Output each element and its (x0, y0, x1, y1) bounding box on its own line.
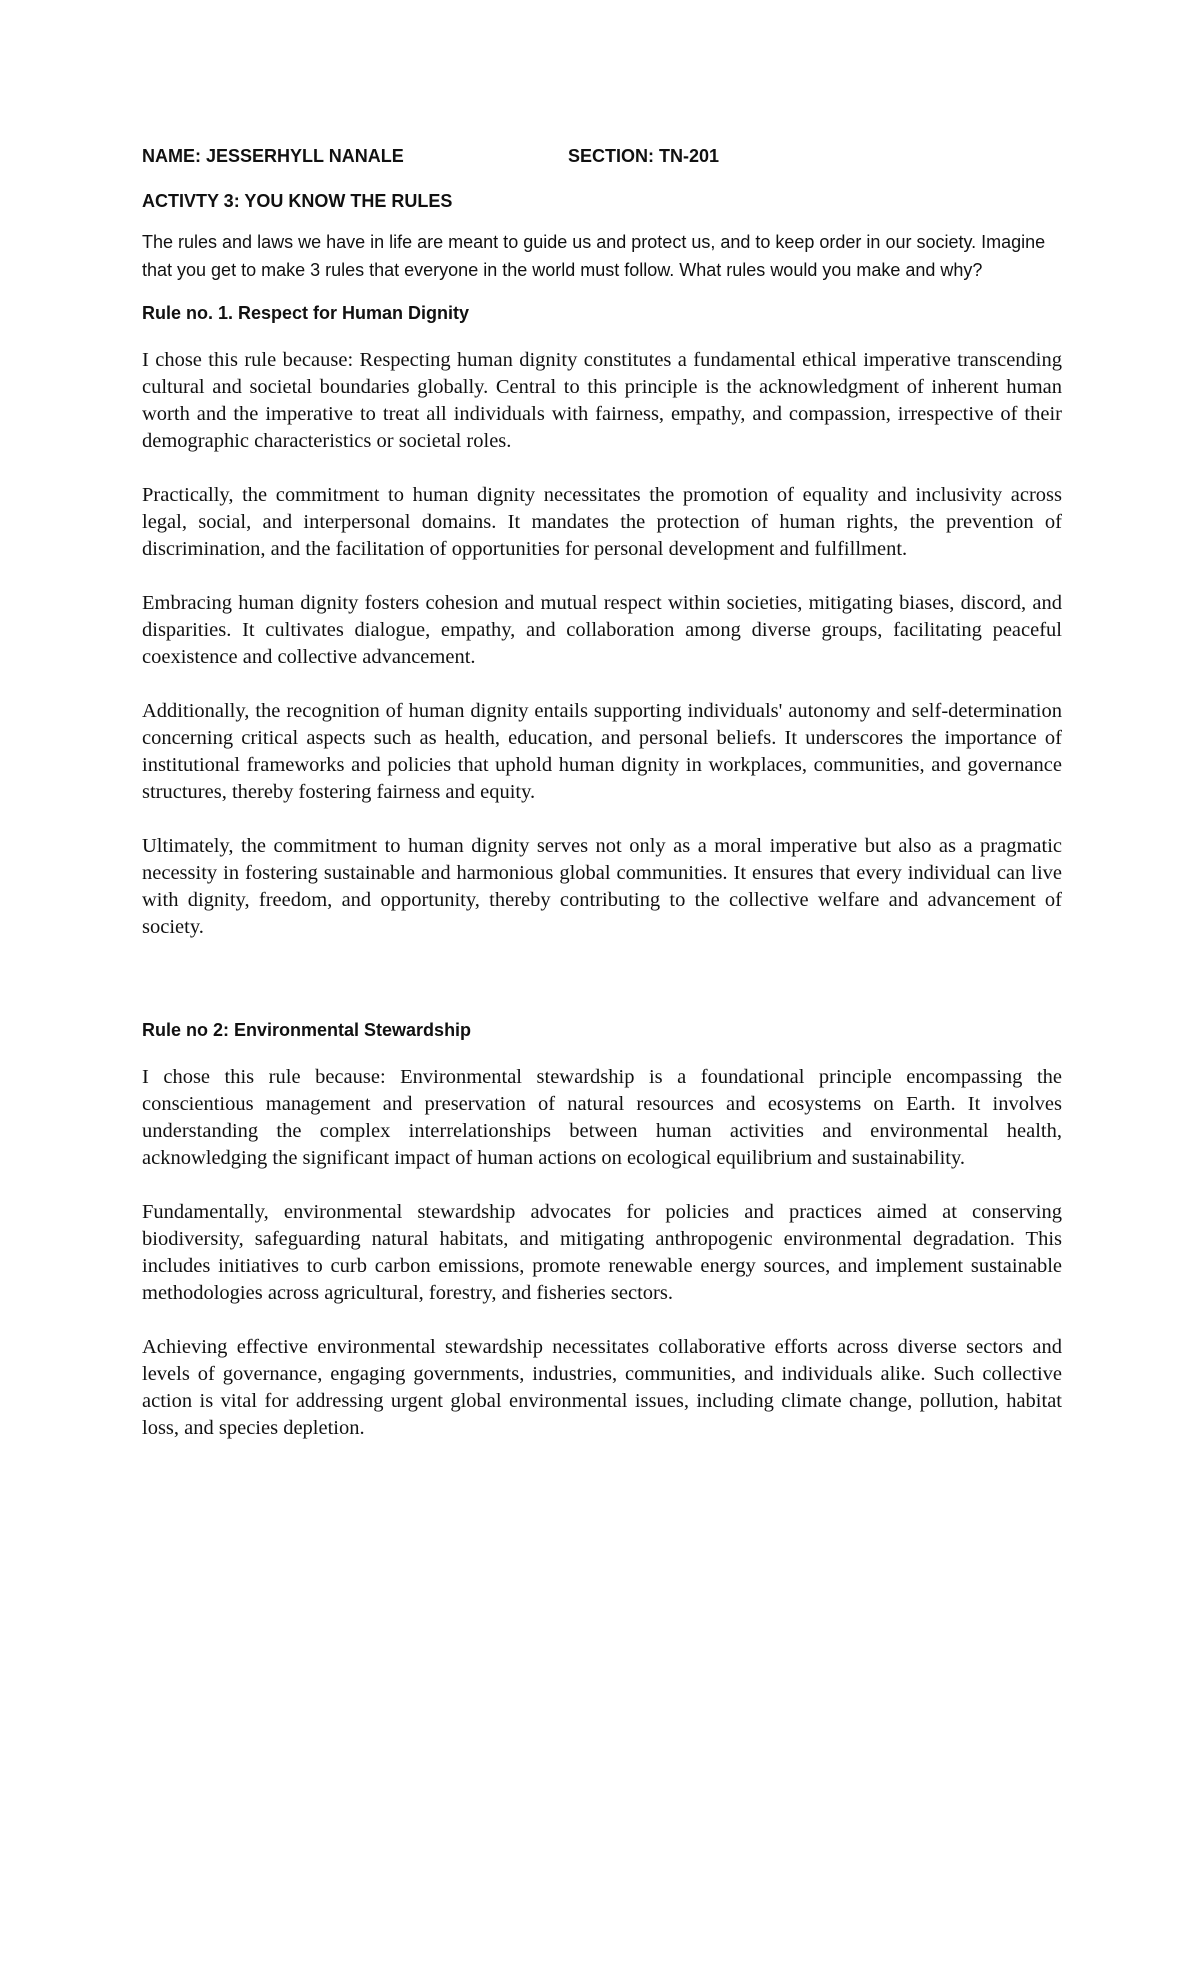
rule-1-heading: Rule no. 1. Respect for Human Dignity (142, 303, 470, 323)
rule-2-paragraph: Achieving effective environmental stewardship necessitates collaborative efforts across diverse sectors and levels of governance, engaging governments, industries, communities, and individuals alike. Such collective action is vital for addressing urgent global environmental issues, including climate change, pollution, habitat loss, and species depletion. (142, 1336, 1062, 1439)
rule-1-paragraph: I chose this rule because: Respecting human dignity constitutes a fundamental ethical imperative transcending cultural and societal boundaries globally. Central to this principle is the acknowledgment of inherent human worth and the imperative to treat all individuals with fairness, empathy, and compassion, irrespective of their demographic characteristics or societal roles. (142, 349, 1062, 452)
activity-prompt: The rules and laws we have in life are meant to guide us and protect us, and to keep order in our society. Imagine that you get to make 3 rules that everyone in the world must follow. What rules would you make and why? (142, 232, 1046, 280)
activity-title: ACTIVTY 3: YOU KNOW THE RULES (142, 191, 453, 211)
rule-2-paragraph: Fundamentally, environmental stewardship advocates for policies and practices aimed at conserving biodiversity, safeguarding natural habitats, and mitigating anthropogenic environmental degradation. This includes initiatives to curb carbon emissions, promote renewable energy sources, and implement sustainable methodologies across agricultural, forestry, and fisheries sectors. (142, 1201, 1062, 1304)
rule-1-paragraph: Ultimately, the commitment to human dignity serves not only as a moral imperative but also as a pragmatic necessity in fostering sustainable and harmonious global communities. It ensures that every individual can live with dignity, freedom, and opportunity, thereby contributing to the collective welfare and advancement of society. (142, 835, 1062, 938)
student-name: NAME: JESSERHYLL NANALE (142, 146, 404, 166)
rule-2-paragraph: I chose this rule because: Environmental stewardship is a foundational principle encompassing the conscientious management and preservation of natural resources and ecosystems on Earth. It involves understanding the complex interrelationships between human activities and environmental health, acknowledging the significant impact of human actions on ecological equilibrium and sustainability. (142, 1066, 1062, 1169)
document-body (142, 143, 1062, 1442)
rule-1-paragraph: Embracing human dignity fosters cohesion and mutual respect within societies, mitigating biases, discord, and disparities. It cultivates dialogue, empathy, and collaboration among diverse groups, facilitating peaceful coexistence and collective advancement. (142, 592, 1062, 668)
rule-1-paragraph: Additionally, the recognition of human dignity entails supporting individuals' autonomy and self-determination concerning critical aspects such as health, education, and personal beliefs. It underscores the importance of institutional frameworks and policies that uphold human dignity in workplaces, communities, and governance structures, thereby fostering fairness and equity. (142, 700, 1062, 803)
rule-1-paragraph: Practically, the commitment to human dignity necessitates the promotion of equality and inclusivity across legal, social, and interpersonal domains. It mandates the protection of human rights, the prevention of discrimination, and the facilitation of opportunities for personal development and fulfillment. (142, 484, 1062, 560)
student-section: SECTION: TN-201 (568, 146, 720, 166)
rule-2-heading: Rule no 2: Environmental Stewardship (142, 1020, 472, 1040)
header-row (142, 143, 1062, 169)
